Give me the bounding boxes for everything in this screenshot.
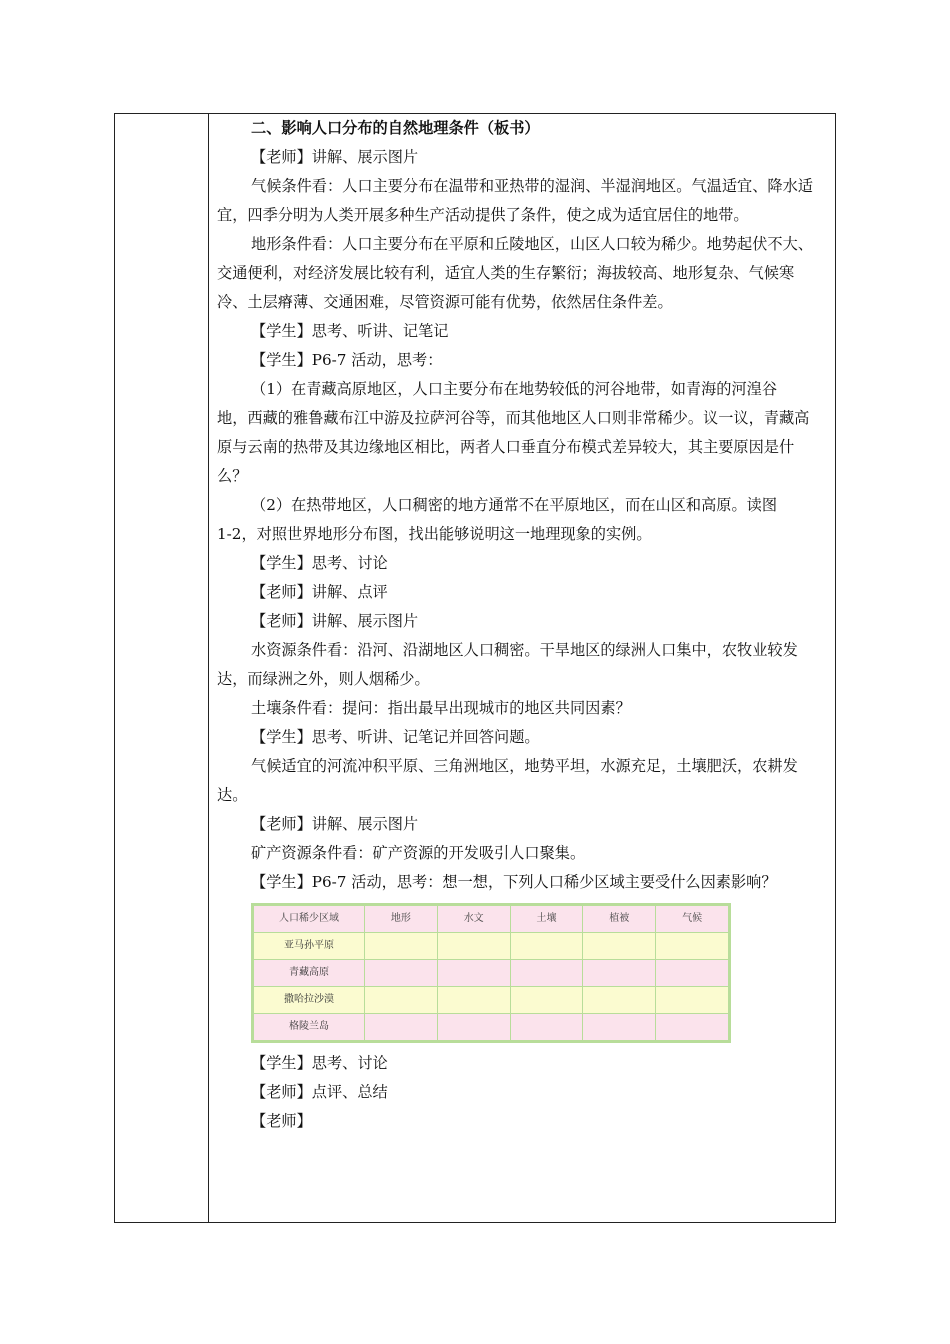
table-row — [254, 933, 729, 960]
table-header-cell: 地形 — [365, 906, 438, 933]
paragraph: （1）在青藏高原地区，人口主要分布在地势较低的河谷地带，如青海的河湟谷 — [251, 380, 778, 398]
blank-cell — [583, 960, 656, 987]
table-header-row — [254, 906, 729, 933]
blank-cell — [365, 960, 438, 987]
paragraph: 1-2，对照世界地形分布图，找出能够说明这一地理现象的实例。 — [217, 525, 652, 543]
factor-table-image — [251, 903, 731, 1043]
paragraph: 矿产资源条件看：矿产资源的开发吸引人口聚集。 — [251, 844, 586, 862]
paragraph: 水资源条件看：沿河、沿湖地区人口稠密。干旱地区的绿洲人口集中，农牧业较发达，而绿洲之外，则人烟稀少。 — [217, 641, 798, 688]
paragraph: 【学生】思考、讨论 — [251, 1054, 388, 1072]
paragraph: 【老师】点评、总结 — [251, 1083, 388, 1101]
paragraph: 地，西藏的雅鲁藏布江中游及拉萨河谷等，而其他地区人口则非常稀少。议一议，青藏高原与云南的热带及其边缘地区相比，两者人口垂直分布模式差异较大，其主要原因是什么？ — [217, 409, 810, 485]
region-cell: 格陵兰岛 — [254, 1014, 365, 1041]
table-row — [254, 1014, 729, 1041]
blank-cell — [510, 987, 583, 1014]
blank-cell — [510, 1014, 583, 1041]
table-header-cell: 气候 — [656, 906, 729, 933]
blank-cell — [510, 960, 583, 987]
paragraph: 【学生】思考、听讲、记笔记 — [251, 322, 449, 340]
paragraph: 【老师】讲解、展示图片 — [251, 815, 419, 833]
blank-cell — [437, 987, 510, 1014]
paragraph: 【老师】讲解、点评 — [251, 583, 388, 601]
blank-cell — [583, 1014, 656, 1041]
blank-cell — [583, 987, 656, 1014]
table-row — [254, 987, 729, 1014]
blank-cell — [656, 960, 729, 987]
paragraph: 【学生】思考、听讲、记笔记并回答问题。 — [251, 728, 540, 746]
lesson-content — [217, 114, 821, 1136]
blank-cell — [437, 960, 510, 987]
blank-cell — [365, 987, 438, 1014]
blank-cell — [656, 933, 729, 960]
blank-cell — [583, 933, 656, 960]
table-header-cell: 土壤 — [510, 906, 583, 933]
blank-cell — [437, 933, 510, 960]
lesson-table-frame — [114, 113, 836, 1223]
blank-cell — [365, 933, 438, 960]
blank-cell — [365, 1014, 438, 1041]
paragraph: 【老师】讲解、展示图片 — [251, 612, 419, 630]
blank-cell — [437, 1014, 510, 1041]
paragraph: 地形条件看：人口主要分布在平原和丘陵地区，山区人口较为稀少。地势起伏不大、交通便利，对经济发展比较有利，适宜人类的生存繁衍；海拔较高、地形复杂、气候寒冷、土层瘠薄、交通困难，尽管资源可能有优势，依然居住条件差。 — [217, 235, 813, 311]
paragraph: 【老师】讲解、展示图片 — [251, 148, 419, 166]
factor-table — [253, 905, 729, 1041]
blank-cell — [510, 933, 583, 960]
paragraph: 【学生】P6-7 活动，思考：想一想，下列人口稀少区域主要受什么因素影响？ — [251, 873, 777, 891]
blank-cell — [656, 1014, 729, 1041]
table-header-cell: 人口稀少区域 — [254, 906, 365, 933]
table-header-cell: 水文 — [437, 906, 510, 933]
region-cell: 亚马孙平原 — [254, 933, 365, 960]
paragraph: 【学生】P6-7 活动，思考： — [251, 351, 443, 369]
column-divider — [208, 114, 209, 1222]
paragraph: 【学生】思考、讨论 — [251, 554, 388, 572]
paragraph: 气候适宜的河流冲积平原、三角洲地区，地势平坦，水源充足，土壤肥沃，农耕发达。 — [217, 757, 798, 804]
paragraph: 土壤条件看：提问：指出最早出现城市的地区共同因素？ — [251, 699, 631, 717]
paragraph: （2）在热带地区，人口稠密的地方通常不在平原地区，而在山区和高原。读图 — [251, 496, 778, 514]
region-cell: 撒哈拉沙漠 — [254, 987, 365, 1014]
paragraph: 气候条件看：人口主要分布在温带和亚热带的湿润、半湿润地区。气温适宜、降水适宜，四季分明为人类开展多种生产活动提供了条件，使之成为适宜居住的地带。 — [217, 177, 813, 224]
blank-cell — [656, 987, 729, 1014]
section-heading: 二、影响人口分布的自然地理条件（板书） — [251, 119, 540, 137]
region-cell: 青藏高原 — [254, 960, 365, 987]
paragraph: 【老师】 — [251, 1112, 312, 1130]
table-row — [254, 960, 729, 987]
table-header-cell: 植被 — [583, 906, 656, 933]
